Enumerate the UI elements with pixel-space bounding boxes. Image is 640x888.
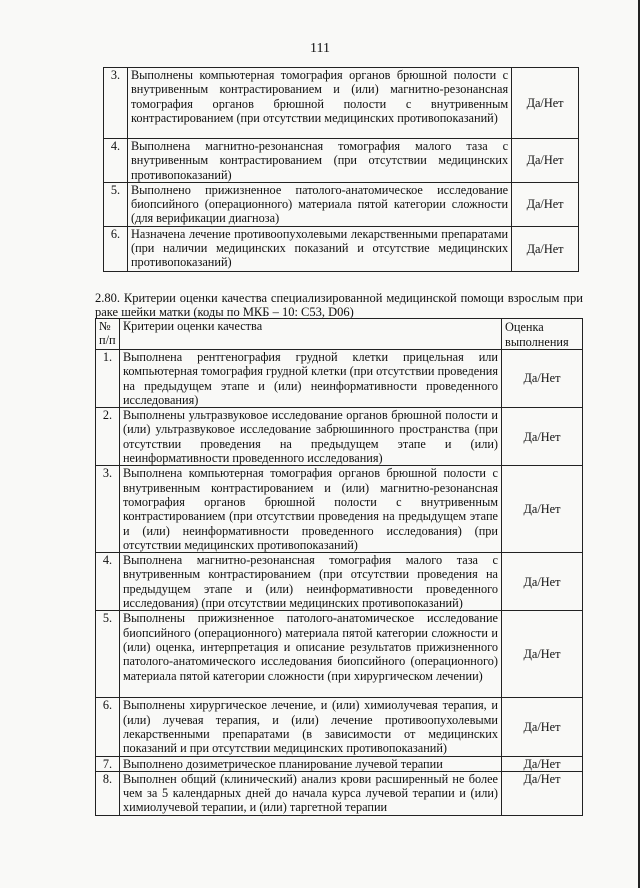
page-number: 111 bbox=[310, 41, 330, 56]
criteria-table-continued bbox=[103, 67, 579, 272]
evaluation-value: Да/Нет bbox=[502, 698, 583, 756]
evaluation-value: Да/Нет bbox=[502, 466, 583, 553]
criterion-text: Выполнена рентгенография грудной клетки прицельная или компьютерная томография грудной клетки (при отсутствии проведения на предыдущем этапе и (или) неинформативности проведенного исследования) bbox=[119, 350, 501, 408]
table-row bbox=[104, 226, 579, 271]
criterion-text: Выполнена магнитно-резонансная томография малого таза с внутривенным контрастированием (при отсутствии проведения на предыдущем этапе и (или) неинформативности проведенного исследования) (при отсутствии медицинских противопоказаний) bbox=[119, 553, 501, 611]
row-number: 8. bbox=[96, 771, 120, 815]
table-row bbox=[96, 611, 583, 698]
evaluation-value: Да/Нет bbox=[502, 771, 583, 815]
criterion-text: Выполнено дозиметрическое планирование лучевой терапии bbox=[119, 756, 501, 771]
table-row bbox=[96, 408, 583, 466]
table-row bbox=[96, 350, 583, 408]
criterion-text: Выполнена магнитно-резонансная томография малого таза с внутривенным контрастированием (при отсутствии медицинских противопоказаний) bbox=[127, 139, 511, 183]
header-evaluation: Оценка выполнения bbox=[502, 319, 583, 350]
row-number: 6. bbox=[96, 698, 120, 756]
evaluation-value: Да/Нет bbox=[512, 182, 579, 226]
row-number: 5. bbox=[96, 611, 120, 698]
criterion-text: Выполнены прижизненное патолого-анатомическое исследование биопсийного (операционного) материала пятой категории сложности и (или) оценка, интерпретация и описание результатов прижизненного патолого-анатомического исследования биопсийного (операционного) материала пятой категории сложности (при хирургическом лечении) bbox=[119, 611, 501, 698]
evaluation-value: Да/Нет bbox=[512, 68, 579, 139]
criterion-text: Выполнены компьютерная томография органов брюшной полости с внутривенным контрастированием и (или) магнитно-резонансная томография органов брюшной полости с внутривенным контрастированием (при отсутствии медицинских противопоказаний) bbox=[127, 68, 511, 139]
evaluation-value: Да/Нет bbox=[512, 226, 579, 271]
evaluation-value: Да/Нет bbox=[502, 350, 583, 408]
table-row bbox=[96, 553, 583, 611]
evaluation-value: Да/Нет bbox=[502, 408, 583, 466]
evaluation-value: Да/Нет bbox=[512, 139, 579, 183]
row-number: 1. bbox=[96, 350, 120, 408]
header-number: № п/п bbox=[96, 319, 120, 350]
table-row bbox=[96, 756, 583, 771]
table-header-row bbox=[96, 319, 583, 350]
criterion-text: Назначена лечение противоопухолевыми лекарственными препаратами (при наличии медицинских показаний и отсутствие медицинских противопоказаний) bbox=[127, 226, 511, 271]
criterion-text: Выполнены ультразвуковое исследование органов брюшной полости и (или) ультразвуковое исследование забрюшинного пространства (при отсутствии проведения на предыдущем этапе и (или) неинформативности проведенного исследования) bbox=[119, 408, 501, 466]
row-number: 3. bbox=[104, 68, 128, 139]
row-number: 6. bbox=[104, 226, 128, 271]
table-row bbox=[104, 68, 579, 139]
row-number: 4. bbox=[104, 139, 128, 183]
row-number: 5. bbox=[104, 182, 128, 226]
table-row bbox=[96, 771, 583, 815]
table-row bbox=[104, 182, 579, 226]
table-row bbox=[96, 466, 583, 553]
criterion-text: Выполнены хирургическое лечение, и (или) химиолучевая терапия, и (или) лучевая терапия, и (или) лечение противоопухолевыми лекарственными препаратами (в зависимости от медицинских показаний и при отсутствии медицинских противопоказаний) bbox=[119, 698, 501, 756]
evaluation-value: Да/Нет bbox=[502, 553, 583, 611]
row-number: 2. bbox=[96, 408, 120, 466]
table-row bbox=[96, 698, 583, 756]
criterion-text: Выполнен общий (клинический) анализ крови расширенный не более чем за 5 календарных дней до начала курса лучевой терапии и (или) химиолучевой терапии, и (или) таргетной терапии bbox=[119, 771, 501, 815]
row-number: 4. bbox=[96, 553, 120, 611]
evaluation-value: Да/Нет bbox=[502, 756, 583, 771]
criterion-text: Выполнена компьютерная томография органов брюшной полости с внутривенным контрастированием и (или) магнитно-резонансная томография органов брюшной полости с внутривенным контрастированием (при отсутствии проведения на предыдущем этапе и (или) неинформативности проведенного исследования) (при отсутствии медицинских противопоказаний) bbox=[119, 466, 501, 553]
row-number: 7. bbox=[96, 756, 120, 771]
header-criteria: Критерии оценки качества bbox=[119, 319, 501, 350]
criterion-text: Выполнено прижизненное патолого-анатомическое исследование биопсийного (операционного) материала пятой категории сложности (для верификации диагноза) bbox=[127, 182, 511, 226]
row-number: 3. bbox=[96, 466, 120, 553]
criteria-table bbox=[95, 318, 583, 816]
table-row bbox=[104, 139, 579, 183]
section-title: 2.80. Критерии оценки качества специализированной медицинской помощи взрослым при раке шейки матки (коды по МКБ – 10: C53, D06) bbox=[95, 291, 583, 319]
evaluation-value: Да/Нет bbox=[502, 611, 583, 698]
